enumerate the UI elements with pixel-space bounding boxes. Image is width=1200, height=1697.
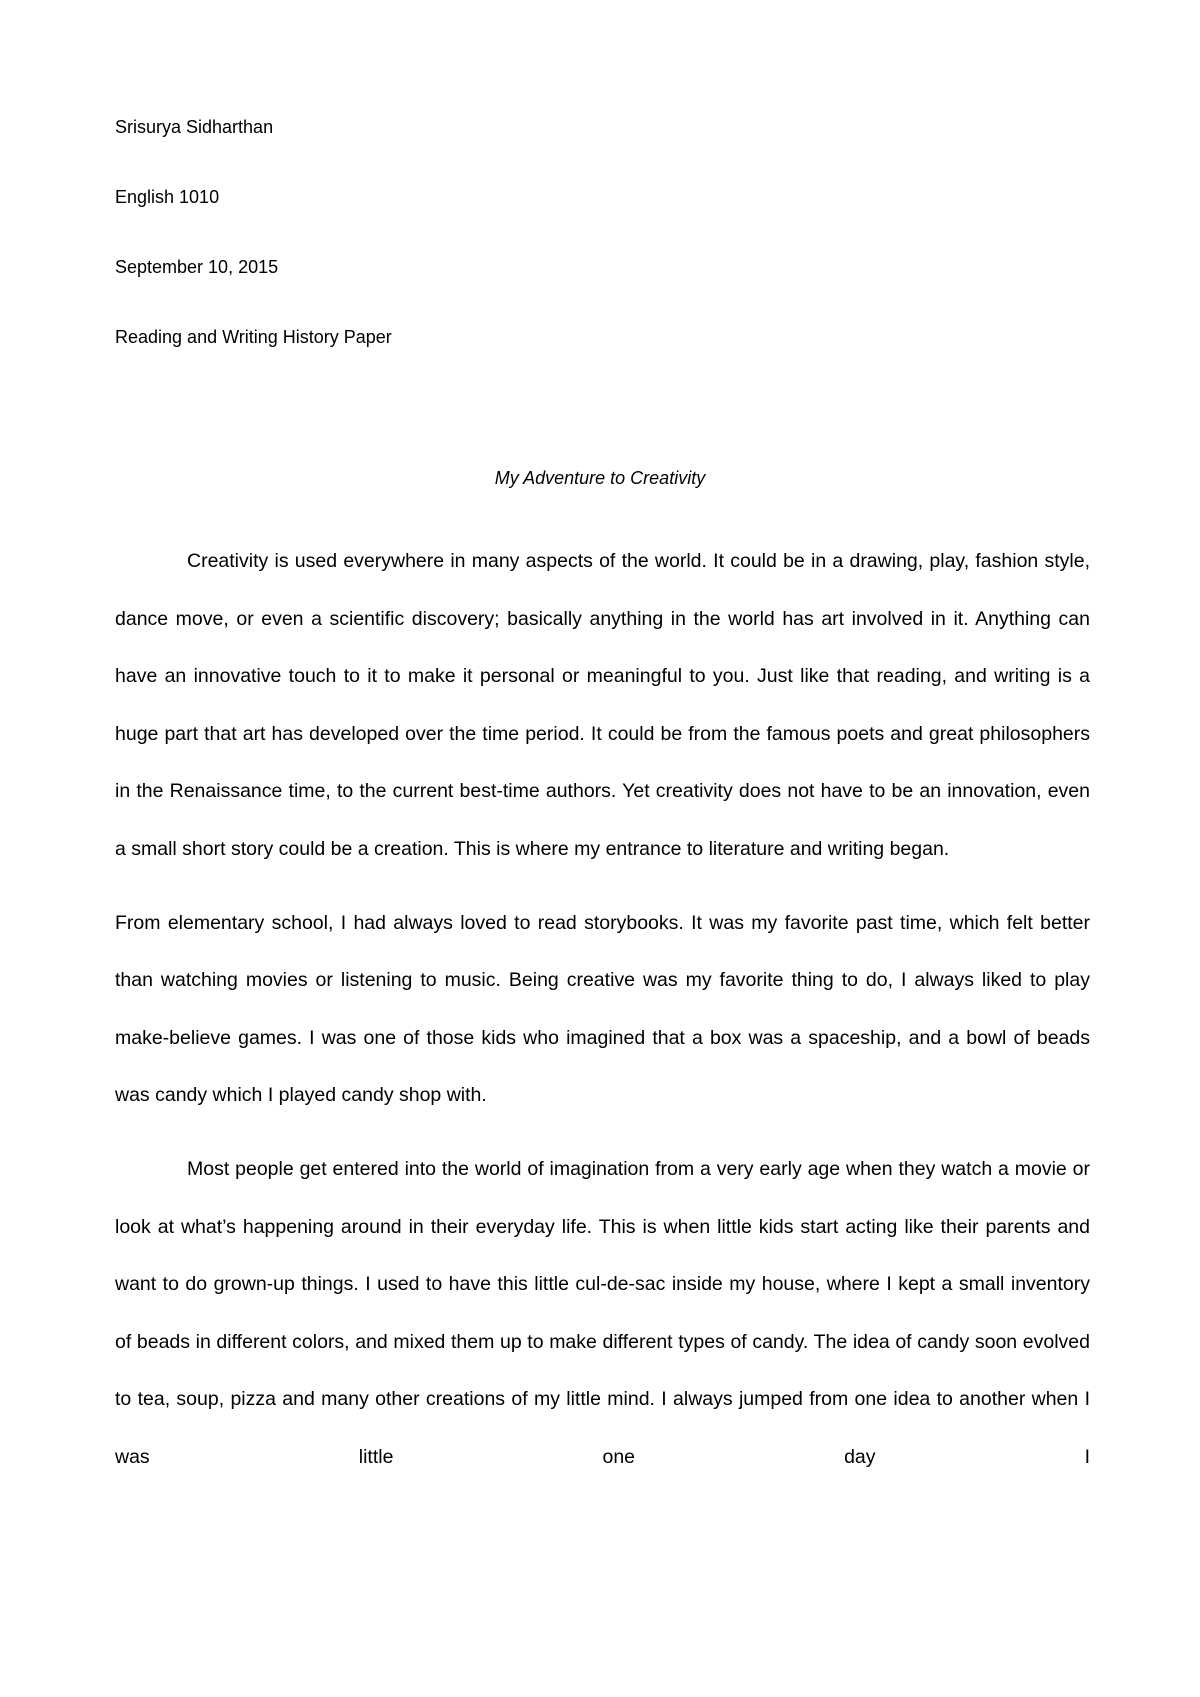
assignment-name: Reading and Writing History Paper <box>115 327 392 347</box>
paragraph-intro: Creativity is used everywhere in many aspects of the world. It could be in a drawing, play, fashion style, dance move, or even a scientific discovery; basically anything in the world has art involved in it. Anything can have an innovative touch to it to make it personal or meaningful to you. Just like that reading, and writing is a huge part that art has developed over the time period. It could be from the famous poets and great philosophers in the Renaissance time, to the current best-time authors. Yet creativity does not have to be an innovation, even a small short story could be a creation. This is where my entrance to literature and writing began. <box>115 550 1090 860</box>
paper-body <box>115 533 1090 1487</box>
author-name: Srisurya Sidharthan <box>115 117 274 137</box>
course-name: English 1010 <box>115 187 220 207</box>
paragraph-elementary: From elementary school, I had always loved to read storybooks. It was my favorite past time, which felt better than watching movies or listening to music. Being creative was my favorite thing to do, I always liked to play make-believe games. I was one of those kids who imagined that a box was a spaceship, and a bowl of beads was candy which I played candy shop with. <box>115 911 1090 1107</box>
paper-title: My Adventure to Creativity <box>494 468 706 488</box>
paper-date: September 10, 2015 <box>115 257 279 277</box>
paragraph-imagination: Most people get entered into the world of imagination from a very early age when they watch a movie or look at what’s happening around in their everyday life. This is when little kids start acting like their parents and want to do grown-up things. I used to have this little cul-de-sac inside my house, where I kept a small inventory of beads in different colors, and mixed them up to make different types of candy. The idea of candy soon evolved to tea, soup, pizza and many other creations of my little mind. I always jumped from one idea to another when I was little one day I <box>115 1157 1090 1468</box>
paper-heading <box>115 115 1085 395</box>
